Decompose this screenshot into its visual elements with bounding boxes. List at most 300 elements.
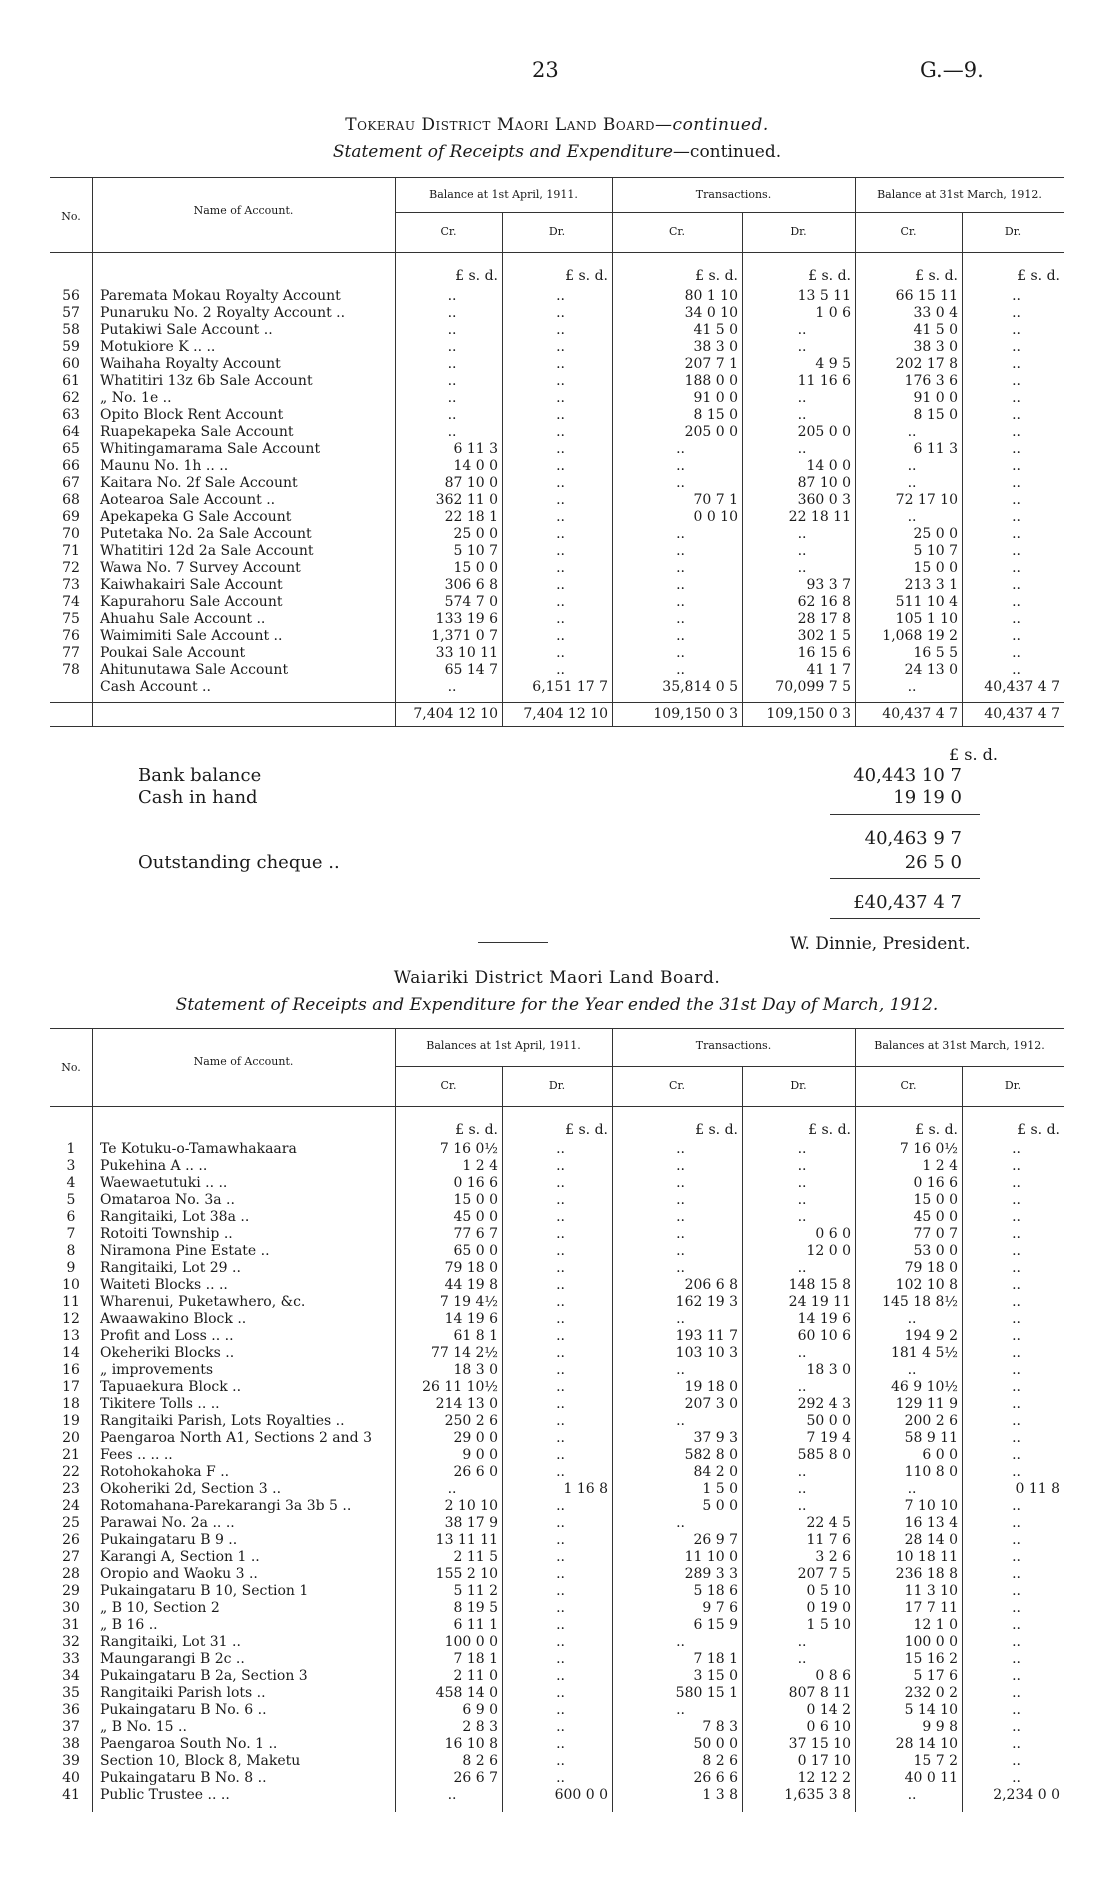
account-name: Niramona Pine Estate .. — [100, 1243, 270, 1259]
empty-cell-dots: .. — [556, 1651, 565, 1667]
empty-cell-dots: .. — [676, 594, 685, 610]
empty-cell-dots: .. — [1012, 1668, 1021, 1684]
amount-cell: 511 10 4 — [895, 594, 958, 610]
amount-cell: 207 7 5 — [797, 1566, 851, 1582]
empty-cell-dots: .. — [1012, 1464, 1021, 1480]
amount-cell: 26 6 0 — [453, 1464, 498, 1480]
amount-cell: 4 9 5 — [815, 356, 851, 372]
account-name: Oropio and Waoku 3 .. — [100, 1566, 258, 1582]
account-name: Parawai No. 2a .. .. — [100, 1515, 235, 1531]
column-header-dr: Dr. — [1004, 1079, 1022, 1092]
amount-cell: 22 18 11 — [788, 509, 851, 525]
empty-cell-dots: .. — [797, 1158, 807, 1174]
amount-cell: 103 10 3 — [675, 1345, 738, 1361]
amount-cell: 580 15 1 — [675, 1685, 738, 1701]
empty-cell-dots: .. — [556, 560, 565, 576]
amount-cell: 213 3 1 — [904, 577, 958, 593]
column-header-dr: Dr. — [790, 1079, 807, 1092]
amount-cell: 181 4 5½ — [890, 1345, 958, 1361]
amount-cell: 26 9 7 — [693, 1532, 738, 1548]
empty-cell-dots: .. — [676, 662, 685, 678]
amount-cell: 8 15 0 — [913, 407, 958, 423]
empty-cell-dots: .. — [556, 1600, 565, 1616]
account-name: Okeheriki Blocks .. — [100, 1345, 235, 1361]
empty-cell-dots: .. — [907, 458, 917, 474]
amount-cell: 7 16 0½ — [439, 1141, 498, 1157]
amount-cell: 1 16 8 — [563, 1481, 608, 1497]
total-cell: 7,404 12 10 — [413, 706, 498, 722]
empty-cell-dots: .. — [447, 390, 457, 406]
account-name: Fees .. .. .. — [100, 1447, 173, 1463]
empty-cell-dots: .. — [1012, 1770, 1021, 1786]
empty-cell-dots: .. — [1012, 611, 1021, 627]
unit-label: £ s. d. — [565, 1122, 608, 1138]
amount-cell: 600 0 0 — [554, 1787, 608, 1803]
row-number: 16 — [62, 1362, 80, 1378]
amount-cell: 0 16 6 — [913, 1175, 958, 1191]
empty-cell-dots: .. — [797, 526, 807, 542]
column-header-cr: Cr. — [900, 1079, 917, 1092]
empty-cell-dots: .. — [676, 1634, 685, 1650]
amount-cell: 105 1 10 — [895, 611, 958, 627]
account-name: Wawa No. 7 Survey Account — [100, 560, 301, 576]
amount-cell: 207 7 1 — [684, 356, 738, 372]
total-cell: 7,404 12 10 — [523, 706, 608, 722]
amount-cell: 58 9 11 — [904, 1430, 958, 1446]
empty-cell-dots: .. — [447, 1481, 457, 1497]
amount-cell: 0 6 10 — [806, 1719, 851, 1735]
amount-cell: 38 17 9 — [444, 1515, 498, 1531]
empty-cell-dots: .. — [1012, 1226, 1021, 1242]
column-header-closing-balance: Balances at 31st March, 1912. — [874, 1039, 1045, 1052]
empty-cell-dots: .. — [676, 1158, 685, 1174]
column-header-no: No. — [61, 1061, 81, 1074]
empty-cell-dots: .. — [1012, 373, 1021, 389]
account-name: „ improvements — [100, 1362, 214, 1378]
amount-cell: 2 10 10 — [444, 1498, 498, 1514]
amount-cell: 306 6 8 — [444, 577, 498, 593]
empty-cell-dots: .. — [556, 1498, 565, 1514]
amount-cell: 5 11 2 — [453, 1583, 498, 1599]
empty-cell-dots: .. — [1012, 543, 1021, 559]
row-number: 70 — [62, 526, 80, 542]
amount-cell: 6 11 3 — [913, 441, 958, 457]
row-number: 30 — [62, 1600, 80, 1616]
empty-cell-dots: .. — [447, 424, 457, 440]
amount-cell: 205 0 0 — [684, 424, 738, 440]
empty-cell-dots: .. — [447, 679, 457, 695]
amount-cell: 41 5 0 — [913, 322, 958, 338]
empty-cell-dots: .. — [907, 1362, 917, 1378]
empty-cell-dots: .. — [1012, 1175, 1021, 1191]
empty-cell-dots: .. — [1012, 305, 1021, 321]
empty-cell-dots: .. — [676, 1311, 685, 1327]
row-number: 34 — [62, 1668, 80, 1684]
amount-cell: 28 14 0 — [904, 1532, 958, 1548]
account-name: „ No. 1e .. — [100, 390, 172, 406]
amount-cell: 6 11 1 — [453, 1617, 498, 1633]
account-name: Kaiwhakairi Sale Account — [100, 577, 283, 593]
account-name: Section 10, Block 8, Maketu — [100, 1753, 301, 1769]
account-name: Ruapekapeka Sale Account — [100, 424, 294, 440]
row-number: 17 — [62, 1379, 80, 1395]
account-name: Maungarangi B 2c .. — [100, 1651, 245, 1667]
account-name: Waihaha Royalty Account — [100, 356, 281, 372]
amount-cell: 40,437 4 7 — [984, 679, 1060, 695]
amount-cell: 8 2 6 — [462, 1753, 498, 1769]
account-name: Profit and Loss .. .. — [100, 1328, 234, 1344]
column-header-cr: Cr. — [669, 225, 685, 238]
empty-cell-dots: .. — [797, 1379, 807, 1395]
empty-cell-dots: .. — [556, 543, 565, 559]
empty-cell-dots: .. — [676, 1192, 685, 1208]
empty-cell-dots: .. — [556, 322, 565, 338]
empty-cell-dots: .. — [556, 1719, 565, 1735]
row-number: 7 — [66, 1226, 76, 1242]
column-header-opening-balance: Balances at 1st April, 1911. — [426, 1039, 581, 1052]
amount-cell: 585 8 0 — [797, 1447, 851, 1463]
account-name: Rangitaiki, Lot 38a .. — [100, 1209, 250, 1225]
total-cell: 40,437 4 7 — [882, 706, 958, 722]
amount-cell: 1 2 4 — [462, 1158, 498, 1174]
account-name: Waewaetutuki .. .. — [100, 1175, 228, 1191]
empty-cell-dots: .. — [1012, 492, 1021, 508]
empty-cell-dots: .. — [1012, 1515, 1021, 1531]
amount-cell: 37 15 10 — [788, 1736, 851, 1752]
amount-cell: 87 10 0 — [797, 475, 851, 491]
row-number: 20 — [62, 1430, 80, 1446]
account-name: Okoheriki 2d, Section 3 .. — [100, 1481, 282, 1497]
empty-cell-dots: .. — [797, 339, 807, 355]
row-number: 10 — [62, 1277, 80, 1293]
empty-cell-dots: .. — [676, 1243, 685, 1259]
account-name: Whitingamarama Sale Account — [100, 441, 321, 457]
row-number: 29 — [62, 1583, 80, 1599]
amount-cell: 79 18 0 — [444, 1260, 498, 1276]
amount-cell: 207 3 0 — [684, 1396, 738, 1412]
empty-cell-dots: .. — [556, 1583, 565, 1599]
amount-cell: 40 0 11 — [904, 1770, 958, 1786]
column-header-cr: Cr. — [440, 1079, 457, 1092]
empty-cell-dots: .. — [556, 1158, 565, 1174]
amount-cell: 1 5 0 — [702, 1481, 738, 1497]
empty-cell-dots: .. — [797, 1141, 807, 1157]
amount-cell: 14 19 6 — [444, 1311, 498, 1327]
account-name: Paengaroa South No. 1 .. — [100, 1736, 278, 1752]
empty-cell-dots: .. — [556, 1617, 565, 1633]
row-number: 8 — [66, 1243, 76, 1259]
amount-cell: 16 10 8 — [444, 1736, 498, 1752]
amount-cell: 66 15 11 — [895, 288, 958, 304]
amount-cell: 5 18 6 — [693, 1583, 738, 1599]
row-number: 58 — [62, 322, 80, 338]
bank-balance-value: 40,443 10 7 — [853, 765, 962, 786]
account-name: Public Trustee .. .. — [100, 1787, 230, 1803]
empty-cell-dots: .. — [447, 373, 457, 389]
empty-cell-dots: .. — [1012, 1702, 1021, 1718]
amount-cell: 6 11 3 — [453, 441, 498, 457]
amount-cell: 22 18 1 — [444, 509, 498, 525]
row-number: 38 — [62, 1736, 80, 1752]
amount-cell: 110 8 0 — [904, 1464, 958, 1480]
empty-cell-dots: .. — [556, 1243, 565, 1259]
empty-cell-dots: .. — [556, 1634, 565, 1650]
amount-cell: 10 18 11 — [895, 1549, 958, 1565]
amount-cell: 148 15 8 — [788, 1277, 851, 1293]
cash-in-hand-value: 19 19 0 — [893, 787, 962, 808]
empty-cell-dots: .. — [556, 1532, 565, 1548]
empty-cell-dots: .. — [1012, 1362, 1021, 1378]
row-number: 11 — [62, 1294, 80, 1310]
unit-label: £ s. d. — [1017, 1122, 1060, 1138]
empty-cell-dots: .. — [556, 1209, 565, 1225]
empty-cell-dots: .. — [797, 1209, 807, 1225]
amount-cell: 15 7 2 — [913, 1753, 958, 1769]
amount-cell: 46 9 10½ — [890, 1379, 958, 1395]
account-name: Rotomahana-Parekarangi 3a 3b 5 .. — [100, 1498, 352, 1514]
empty-cell-dots: .. — [907, 1481, 917, 1497]
account-name: Aotearoa Sale Account .. — [100, 492, 276, 508]
unit-label: £ s. d. — [808, 1122, 851, 1138]
account-name: Tapuaekura Block .. — [100, 1379, 242, 1395]
unit-label: £ s. d. — [695, 1122, 738, 1138]
empty-cell-dots: .. — [556, 662, 565, 678]
account-name: Pukaingataru B 2a, Section 3 — [100, 1668, 308, 1684]
row-number: 72 — [62, 560, 80, 576]
account-name: „ B No. 15 .. — [100, 1719, 187, 1735]
column-header-cr: Cr. — [900, 225, 917, 238]
amount-cell: 1 3 8 — [702, 1787, 738, 1803]
empty-cell-dots: .. — [556, 1192, 565, 1208]
empty-cell-dots: .. — [1012, 288, 1021, 304]
row-number: 60 — [62, 356, 80, 372]
row-number: 37 — [62, 1719, 80, 1735]
row-number: 24 — [62, 1498, 80, 1514]
empty-cell-dots: .. — [676, 628, 685, 644]
amount-cell: 1,635 3 8 — [784, 1787, 851, 1803]
amount-cell: 5 17 6 — [913, 1668, 958, 1684]
amount-cell: 0 11 8 — [1015, 1481, 1060, 1497]
empty-cell-dots: .. — [1012, 1583, 1021, 1599]
amount-cell: 14 0 0 — [806, 458, 851, 474]
amount-cell: 28 14 10 — [895, 1736, 958, 1752]
amount-cell: 7 19 4½ — [439, 1294, 498, 1310]
empty-cell-dots: .. — [556, 645, 565, 661]
amount-cell: 8 2 6 — [702, 1753, 738, 1769]
amount-cell: 87 10 0 — [444, 475, 498, 491]
amount-cell: 7 19 4 — [806, 1430, 851, 1446]
row-number: 3 — [66, 1158, 76, 1174]
empty-cell-dots: .. — [1012, 1277, 1021, 1293]
empty-cell-dots: .. — [676, 458, 685, 474]
amount-cell: 45 0 0 — [913, 1209, 958, 1225]
empty-cell-dots: .. — [556, 1736, 565, 1752]
empty-cell-dots: .. — [797, 1260, 807, 1276]
row-number: 9 — [66, 1260, 76, 1276]
account-name: „ B 10, Section 2 — [100, 1600, 220, 1616]
empty-cell-dots: .. — [676, 560, 685, 576]
empty-cell-dots: .. — [556, 1362, 565, 1378]
amount-cell: 44 19 8 — [444, 1277, 498, 1293]
row-number: 1 — [66, 1141, 76, 1157]
amount-cell: 24 19 11 — [788, 1294, 851, 1310]
account-name: Rangitaiki Parish, Lots Royalties .. — [100, 1413, 345, 1429]
amount-cell: 129 11 9 — [895, 1396, 958, 1412]
amount-cell: 18 3 0 — [453, 1362, 498, 1378]
row-number: 65 — [62, 441, 80, 457]
amount-cell: 236 18 8 — [895, 1566, 958, 1582]
empty-cell-dots: .. — [556, 288, 565, 304]
tokerau-subtitle: Statement of Receipts and Expenditure—continued. — [332, 142, 782, 162]
column-header-transactions: Transactions. — [695, 188, 772, 201]
unit-label: £ s. d. — [915, 1122, 958, 1138]
column-header-name: Name of Account. — [193, 204, 294, 217]
unit-label: £ s. d. — [455, 1122, 498, 1138]
empty-cell-dots: .. — [1012, 1141, 1021, 1157]
amount-cell: 7 18 1 — [453, 1651, 498, 1667]
empty-cell-dots: .. — [1012, 577, 1021, 593]
empty-cell-dots: .. — [1012, 424, 1021, 440]
amount-cell: 193 11 7 — [675, 1328, 738, 1344]
bank-balance-label: Bank balance — [138, 765, 262, 786]
empty-cell-dots: .. — [907, 475, 917, 491]
empty-cell-dots: .. — [1012, 1328, 1021, 1344]
amount-cell: 9 7 6 — [702, 1600, 738, 1616]
empty-cell-dots: .. — [556, 611, 565, 627]
empty-cell-dots: .. — [1012, 1719, 1021, 1735]
empty-cell-dots: .. — [556, 458, 565, 474]
row-number: 31 — [62, 1617, 80, 1633]
amount-cell: 70 7 1 — [693, 492, 738, 508]
amount-cell: 302 1 5 — [797, 628, 851, 644]
amount-cell: 188 0 0 — [684, 373, 738, 389]
unit-label: £ s. d. — [695, 268, 738, 284]
empty-cell-dots: .. — [1012, 645, 1021, 661]
amount-cell: 12 0 0 — [806, 1243, 851, 1259]
amount-cell: 360 0 3 — [797, 492, 851, 508]
empty-cell-dots: .. — [447, 305, 457, 321]
amount-cell: 25 0 0 — [453, 526, 498, 542]
empty-cell-dots: .. — [556, 424, 565, 440]
empty-cell-dots: .. — [1012, 1396, 1021, 1412]
account-name: Ahuahu Sale Account .. — [100, 611, 266, 627]
empty-cell-dots: .. — [556, 1447, 565, 1463]
amount-cell: 45 0 0 — [453, 1209, 498, 1225]
amount-cell: 72 17 10 — [895, 492, 958, 508]
empty-cell-dots: .. — [556, 594, 565, 610]
empty-cell-dots: .. — [556, 441, 565, 457]
amount-cell: 79 18 0 — [904, 1260, 958, 1276]
empty-cell-dots: .. — [1012, 560, 1021, 576]
column-header-closing-balance: Balance at 31st March, 1912. — [877, 188, 1042, 201]
empty-cell-dots: .. — [556, 1175, 565, 1191]
amount-cell: 250 2 6 — [444, 1413, 498, 1429]
empty-cell-dots: .. — [1012, 1243, 1021, 1259]
empty-cell-dots: .. — [1012, 1311, 1021, 1327]
empty-cell-dots: .. — [556, 1668, 565, 1684]
account-name: Pukaingataru B 9 .. — [100, 1532, 238, 1548]
account-name: Kapurahoru Sale Account — [100, 594, 283, 610]
total-cell: 40,437 4 7 — [984, 706, 1060, 722]
empty-cell-dots: .. — [447, 1787, 457, 1803]
amount-cell: 232 0 2 — [904, 1685, 958, 1701]
empty-cell-dots: .. — [556, 1430, 565, 1446]
amount-cell: 53 0 0 — [913, 1243, 958, 1259]
column-header-cr: Cr. — [440, 225, 457, 238]
row-number: 61 — [62, 373, 80, 389]
empty-cell-dots: .. — [907, 424, 917, 440]
empty-cell-dots: .. — [676, 1702, 685, 1718]
signature: W. Dinnie, President. — [790, 934, 971, 954]
amount-cell: 0 17 10 — [797, 1753, 851, 1769]
empty-cell-dots: .. — [447, 407, 457, 423]
amount-cell: 93 3 7 — [806, 577, 851, 593]
row-number: 40 — [62, 1770, 80, 1786]
amount-cell: 19 18 0 — [684, 1379, 738, 1395]
empty-cell-dots: .. — [1012, 1209, 1021, 1225]
empty-cell-dots: .. — [447, 288, 457, 304]
amount-cell: 26 6 6 — [693, 1770, 738, 1786]
amount-cell: 0 8 6 — [815, 1668, 851, 1684]
empty-cell-dots: .. — [1012, 322, 1021, 338]
empty-cell-dots: .. — [676, 1141, 685, 1157]
cash-in-hand-label: Cash in hand — [138, 787, 258, 808]
summary-unit: £ s. d. — [949, 745, 998, 764]
account-name: Rangitaiki, Lot 31 .. — [100, 1634, 241, 1650]
amount-cell: 77 14 2½ — [430, 1345, 498, 1361]
amount-cell: 0 5 10 — [806, 1583, 851, 1599]
empty-cell-dots: .. — [676, 543, 685, 559]
amount-cell: 0 19 0 — [806, 1600, 851, 1616]
empty-cell-dots: .. — [556, 1328, 565, 1344]
amount-cell: 38 3 0 — [693, 339, 738, 355]
amount-cell: 61 8 1 — [453, 1328, 498, 1344]
amount-cell: 38 3 0 — [913, 339, 958, 355]
amount-cell: 292 4 3 — [797, 1396, 851, 1412]
total-cell: 109,150 0 3 — [766, 706, 851, 722]
empty-cell-dots: .. — [556, 628, 565, 644]
amount-cell: 14 0 0 — [453, 458, 498, 474]
account-name: Rotoiti Township .. — [100, 1226, 233, 1242]
unit-label: £ s. d. — [1017, 268, 1060, 284]
account-name: Pukaingataru B 10, Section 1 — [100, 1583, 309, 1599]
account-name: Waiteti Blocks .. .. — [100, 1277, 228, 1293]
row-number: 28 — [62, 1566, 80, 1582]
empty-cell-dots: .. — [1012, 1566, 1021, 1582]
summary-subtotal: 40,463 9 7 — [864, 828, 962, 849]
unit-label: £ s. d. — [915, 268, 958, 284]
amount-cell: 6,151 17 7 — [532, 679, 608, 695]
column-header-transactions: Transactions. — [695, 1039, 772, 1052]
amount-cell: 6 9 0 — [462, 1702, 498, 1718]
amount-cell: 15 16 2 — [904, 1651, 958, 1667]
amount-cell: 11 10 0 — [684, 1549, 738, 1565]
amount-cell: 13 11 11 — [435, 1532, 498, 1548]
empty-cell-dots: .. — [1012, 339, 1021, 355]
empty-cell-dots: .. — [1012, 1736, 1021, 1752]
empty-cell-dots: .. — [1012, 1379, 1021, 1395]
unit-label: £ s. d. — [808, 268, 851, 284]
unit-label: £ s. d. — [565, 268, 608, 284]
amount-cell: 13 5 11 — [797, 288, 851, 304]
amount-cell: 2 11 0 — [453, 1668, 498, 1684]
empty-cell-dots: .. — [676, 577, 685, 593]
empty-cell-dots: .. — [907, 509, 917, 525]
column-header-cr: Cr. — [669, 1079, 685, 1092]
account-name: Whatitiri 13z 6b Sale Account — [100, 373, 313, 389]
amount-cell: 205 0 0 — [797, 424, 851, 440]
amount-cell: 26 11 10½ — [422, 1379, 498, 1395]
